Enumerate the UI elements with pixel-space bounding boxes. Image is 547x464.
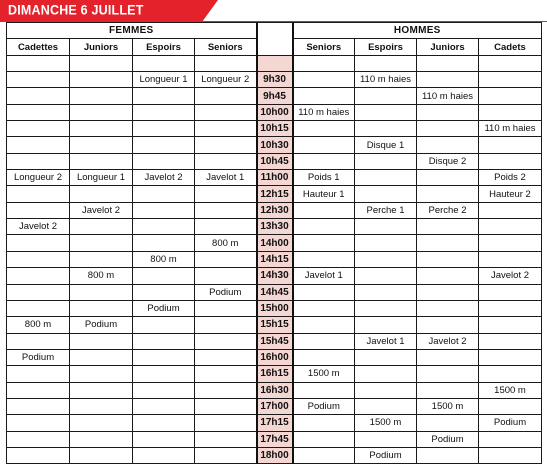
femmes-event-cell xyxy=(133,317,195,333)
hommes-event-cell xyxy=(417,170,479,186)
femmes-event-cell: 800 m xyxy=(7,317,70,333)
hommes-event-cell xyxy=(355,88,417,104)
femmes-event-cell xyxy=(195,300,257,316)
hommes-event-cell xyxy=(355,284,417,300)
day-title: DIMANCHE 6 JUILLET xyxy=(8,2,144,18)
femmes-event-cell: 800 m xyxy=(195,235,257,251)
hommes-event-cell xyxy=(293,88,355,104)
femmes-event-cell xyxy=(133,153,195,169)
hommes-event-cell xyxy=(355,431,417,447)
femmes-event-cell xyxy=(133,186,195,202)
hommes-event-cell xyxy=(293,202,355,218)
hommes-event-cell: Podium xyxy=(355,447,417,463)
femmes-event-cell xyxy=(133,382,195,398)
femmes-event-cell xyxy=(7,251,70,267)
hommes-event-cell xyxy=(355,235,417,251)
femmes-event-cell xyxy=(70,219,133,235)
femmes-event-cell xyxy=(70,349,133,365)
hommes-event-cell xyxy=(417,186,479,202)
hommes-event-cell xyxy=(293,55,355,71)
hommes-event-cell: 110 m haies xyxy=(417,88,479,104)
hommes-event-cell xyxy=(293,137,355,153)
hommes-event-cell xyxy=(479,317,542,333)
hommes-event-cell: Disque 2 xyxy=(417,153,479,169)
femmes-event-cell xyxy=(7,333,70,349)
hommes-event-cell xyxy=(355,366,417,382)
hommes-event-cell xyxy=(479,104,542,120)
hommes-event-cell xyxy=(417,349,479,365)
hommes-event-cell xyxy=(355,219,417,235)
femmes-event-cell xyxy=(70,72,133,88)
time-cell: 15h45 xyxy=(257,333,293,349)
hommes-event-cell xyxy=(293,349,355,365)
hommes-event-cell: 110 m haies xyxy=(355,72,417,88)
femmes-event-cell xyxy=(7,121,70,137)
hommes-event-cell xyxy=(479,398,542,414)
hommes-event-cell xyxy=(417,137,479,153)
hommes-event-cell xyxy=(355,317,417,333)
femmes-event-cell: 800 m xyxy=(133,251,195,267)
femmes-event-cell xyxy=(195,333,257,349)
femmes-event-cell xyxy=(7,88,70,104)
femmes-event-cell xyxy=(7,447,70,463)
hommes-event-cell xyxy=(479,333,542,349)
hommes-event-cell xyxy=(479,300,542,316)
hommes-event-cell: Javelot 1 xyxy=(355,333,417,349)
femmes-event-cell xyxy=(133,219,195,235)
hommes-event-cell xyxy=(293,219,355,235)
col-header-cadettes: Cadettes xyxy=(7,39,70,55)
time-cell: 10h15 xyxy=(257,121,293,137)
time-cell xyxy=(257,55,293,71)
schedule-row xyxy=(7,366,542,382)
femmes-event-cell xyxy=(70,235,133,251)
femmes-event-cell xyxy=(195,382,257,398)
femmes-event-cell xyxy=(70,153,133,169)
hommes-event-cell xyxy=(417,235,479,251)
hommes-event-cell xyxy=(479,349,542,365)
day-banner xyxy=(0,0,547,22)
time-cell: 11h00 xyxy=(257,170,293,186)
femmes-event-cell xyxy=(70,88,133,104)
schedule-row xyxy=(7,202,542,218)
femmes-event-cell: Longueur 1 xyxy=(70,170,133,186)
femmes-event-cell xyxy=(7,186,70,202)
time-cell: 9h30 xyxy=(257,72,293,88)
schedule-row xyxy=(7,349,542,365)
femmes-event-cell xyxy=(7,137,70,153)
femmes-event-cell: Longueur 2 xyxy=(195,72,257,88)
femmes-event-cell xyxy=(133,398,195,414)
time-cell: 16h00 xyxy=(257,349,293,365)
hommes-event-cell: Poids 1 xyxy=(293,170,355,186)
femmes-event-cell xyxy=(7,300,70,316)
hommes-event-cell: 110 m haies xyxy=(479,121,542,137)
hommes-event-cell xyxy=(479,284,542,300)
schedule-row xyxy=(7,72,542,88)
hommes-event-cell xyxy=(417,300,479,316)
hommes-event-cell: Podium xyxy=(293,398,355,414)
hommes-event-cell xyxy=(355,251,417,267)
hommes-event-cell xyxy=(293,300,355,316)
hommes-event-cell xyxy=(355,398,417,414)
femmes-event-cell xyxy=(133,431,195,447)
schedule-row xyxy=(7,300,542,316)
hommes-event-cell xyxy=(479,153,542,169)
schedule-row xyxy=(7,186,542,202)
hommes-event-cell: Perche 1 xyxy=(355,202,417,218)
time-cell: 12h15 xyxy=(257,186,293,202)
hommes-event-cell xyxy=(355,382,417,398)
hommes-event-cell xyxy=(355,300,417,316)
hommes-event-cell xyxy=(479,219,542,235)
hommes-event-cell xyxy=(355,55,417,71)
femmes-event-cell xyxy=(7,415,70,431)
femmes-event-cell xyxy=(195,219,257,235)
col-header-seniors-f: Seniors xyxy=(195,39,257,55)
schedule-row xyxy=(7,415,542,431)
hommes-event-cell xyxy=(293,447,355,463)
femmes-event-cell xyxy=(7,268,70,284)
femmes-event-cell xyxy=(70,104,133,120)
hommes-event-cell xyxy=(479,447,542,463)
femmes-event-cell xyxy=(70,431,133,447)
hommes-event-cell: 1500 m xyxy=(479,382,542,398)
femmes-event-cell xyxy=(195,251,257,267)
femmes-event-cell xyxy=(70,284,133,300)
schedule-row xyxy=(7,88,542,104)
femmes-event-cell xyxy=(70,382,133,398)
femmes-event-cell xyxy=(195,431,257,447)
femmes-event-cell: Longueur 2 xyxy=(7,170,70,186)
femmes-event-cell xyxy=(70,300,133,316)
time-cell: 12h30 xyxy=(257,202,293,218)
hommes-event-cell xyxy=(355,349,417,365)
hommes-event-cell xyxy=(479,72,542,88)
femmes-event-cell xyxy=(7,284,70,300)
femmes-event-cell xyxy=(7,431,70,447)
hommes-event-cell: Javelot 2 xyxy=(479,268,542,284)
hommes-event-cell xyxy=(417,366,479,382)
hommes-event-cell xyxy=(293,153,355,169)
time-cell: 14h15 xyxy=(257,251,293,267)
femmes-event-cell xyxy=(7,153,70,169)
hommes-event-cell xyxy=(355,170,417,186)
time-cell: 17h45 xyxy=(257,431,293,447)
femmes-event-cell xyxy=(7,382,70,398)
femmes-event-cell xyxy=(133,121,195,137)
femmes-event-cell xyxy=(133,235,195,251)
femmes-event-cell xyxy=(195,137,257,153)
schedule-row xyxy=(7,153,542,169)
femmes-event-cell xyxy=(133,415,195,431)
hommes-event-cell xyxy=(355,186,417,202)
hommes-event-cell xyxy=(293,72,355,88)
hommes-event-cell xyxy=(417,121,479,137)
femmes-event-cell xyxy=(195,415,257,431)
time-cell: 16h30 xyxy=(257,382,293,398)
femmes-event-cell xyxy=(70,186,133,202)
schedule-row xyxy=(7,447,542,463)
hommes-event-cell: Disque 1 xyxy=(355,137,417,153)
schedule-row xyxy=(7,398,542,414)
group-hommes: HOMMES xyxy=(293,23,542,39)
group-header-row xyxy=(7,23,542,39)
time-cell: 10h30 xyxy=(257,137,293,153)
group-femmes: FEMMES xyxy=(7,23,257,39)
femmes-event-cell: Javelot 2 xyxy=(70,202,133,218)
femmes-event-cell xyxy=(7,366,70,382)
hommes-event-cell xyxy=(293,284,355,300)
femmes-event-cell xyxy=(133,349,195,365)
hommes-event-cell: 1500 m xyxy=(355,415,417,431)
hommes-event-cell: 110 m haies xyxy=(293,104,355,120)
femmes-event-cell xyxy=(7,398,70,414)
femmes-event-cell xyxy=(195,349,257,365)
hommes-event-cell xyxy=(417,382,479,398)
hommes-event-cell xyxy=(293,333,355,349)
femmes-event-cell: 800 m xyxy=(70,268,133,284)
femmes-event-cell xyxy=(133,137,195,153)
time-cell: 18h00 xyxy=(257,447,293,463)
femmes-event-cell: Javelot 2 xyxy=(133,170,195,186)
femmes-event-cell xyxy=(70,137,133,153)
femmes-event-cell xyxy=(7,202,70,218)
hommes-event-cell xyxy=(293,382,355,398)
hommes-event-cell xyxy=(355,104,417,120)
femmes-event-cell xyxy=(195,121,257,137)
col-header-juniors-f: Juniors xyxy=(70,39,133,55)
femmes-event-cell xyxy=(133,104,195,120)
time-cell: 10h45 xyxy=(257,153,293,169)
hommes-event-cell: 1500 m xyxy=(417,398,479,414)
hommes-event-cell: Podium xyxy=(479,415,542,431)
femmes-event-cell xyxy=(195,202,257,218)
femmes-event-cell xyxy=(70,121,133,137)
femmes-event-cell xyxy=(195,447,257,463)
femmes-event-cell xyxy=(195,153,257,169)
col-header-cadets: Cadets xyxy=(479,39,542,55)
hommes-event-cell: Javelot 2 xyxy=(417,333,479,349)
hommes-event-cell xyxy=(355,268,417,284)
femmes-event-cell xyxy=(70,398,133,414)
time-cell: 15h00 xyxy=(257,300,293,316)
time-cell: 9h45 xyxy=(257,88,293,104)
hommes-event-cell xyxy=(479,55,542,71)
time-cell: 14h45 xyxy=(257,284,293,300)
time-cell: 17h00 xyxy=(257,398,293,414)
femmes-event-cell xyxy=(195,317,257,333)
schedule-row xyxy=(7,219,542,235)
hommes-event-cell xyxy=(293,235,355,251)
femmes-event-cell xyxy=(7,104,70,120)
femmes-event-cell xyxy=(133,55,195,71)
hommes-event-cell xyxy=(293,121,355,137)
schedule-row xyxy=(7,235,542,251)
hommes-event-cell: Hauteur 1 xyxy=(293,186,355,202)
femmes-event-cell xyxy=(7,72,70,88)
hommes-event-cell: Javelot 1 xyxy=(293,268,355,284)
schedule-row xyxy=(7,333,542,349)
hommes-event-cell: Perche 2 xyxy=(417,202,479,218)
hommes-event-cell xyxy=(417,415,479,431)
femmes-event-cell xyxy=(7,55,70,71)
hommes-event-cell: 1500 m xyxy=(293,366,355,382)
schedule-row xyxy=(7,317,542,333)
femmes-event-cell xyxy=(195,366,257,382)
femmes-event-cell: Podium xyxy=(7,349,70,365)
femmes-event-cell xyxy=(70,447,133,463)
femmes-event-cell: Javelot 2 xyxy=(7,219,70,235)
hommes-event-cell xyxy=(479,88,542,104)
col-header-espoirs-h: Espoirs xyxy=(355,39,417,55)
hommes-event-cell xyxy=(293,317,355,333)
schedule-row xyxy=(7,268,542,284)
time-cell: 14h00 xyxy=(257,235,293,251)
femmes-event-cell xyxy=(133,366,195,382)
femmes-event-cell xyxy=(195,398,257,414)
femmes-event-cell xyxy=(133,333,195,349)
femmes-event-cell xyxy=(195,186,257,202)
hommes-event-cell xyxy=(417,447,479,463)
femmes-event-cell xyxy=(195,55,257,71)
hommes-event-cell: Poids 2 xyxy=(479,170,542,186)
femmes-event-cell: Javelot 1 xyxy=(195,170,257,186)
femmes-event-cell xyxy=(133,88,195,104)
femmes-event-cell xyxy=(195,268,257,284)
hommes-event-cell xyxy=(293,251,355,267)
hommes-event-cell xyxy=(417,284,479,300)
femmes-event-cell xyxy=(133,202,195,218)
hommes-event-cell xyxy=(293,415,355,431)
femmes-event-cell xyxy=(70,55,133,71)
schedule-row xyxy=(7,431,542,447)
femmes-event-cell xyxy=(70,333,133,349)
time-cell: 16h15 xyxy=(257,366,293,382)
hommes-event-cell xyxy=(355,153,417,169)
hommes-event-cell xyxy=(417,72,479,88)
hommes-event-cell xyxy=(479,137,542,153)
schedule-table xyxy=(6,22,542,464)
femmes-event-cell xyxy=(195,88,257,104)
hommes-event-cell xyxy=(417,268,479,284)
hommes-event-cell xyxy=(417,317,479,333)
hommes-event-cell xyxy=(479,202,542,218)
schedule-row xyxy=(7,284,542,300)
schedule-row xyxy=(7,104,542,120)
time-cell: 15h15 xyxy=(257,317,293,333)
femmes-event-cell: Longueur 1 xyxy=(133,72,195,88)
femmes-event-cell xyxy=(133,268,195,284)
hommes-event-cell: Hauteur 2 xyxy=(479,186,542,202)
hommes-event-cell xyxy=(355,121,417,137)
time-cell: 14h30 xyxy=(257,268,293,284)
hommes-event-cell xyxy=(417,219,479,235)
hommes-event-cell xyxy=(417,55,479,71)
hommes-event-cell xyxy=(479,235,542,251)
time-column-header xyxy=(257,23,293,56)
schedule-row xyxy=(7,251,542,267)
femmes-event-cell: Podium xyxy=(133,300,195,316)
hommes-event-cell xyxy=(479,251,542,267)
femmes-event-cell xyxy=(70,366,133,382)
hommes-event-cell xyxy=(479,366,542,382)
hommes-event-cell xyxy=(417,104,479,120)
schedule-row xyxy=(7,121,542,137)
femmes-event-cell xyxy=(7,235,70,251)
femmes-event-cell: Podium xyxy=(195,284,257,300)
col-header-seniors-h: Seniors xyxy=(293,39,355,55)
femmes-event-cell xyxy=(70,415,133,431)
femmes-event-cell xyxy=(195,104,257,120)
hommes-event-cell xyxy=(293,431,355,447)
hommes-event-cell xyxy=(417,251,479,267)
hommes-event-cell: Podium xyxy=(417,431,479,447)
schedule-row xyxy=(7,55,542,71)
time-cell: 13h30 xyxy=(257,219,293,235)
hommes-event-cell xyxy=(479,431,542,447)
time-cell: 10h00 xyxy=(257,104,293,120)
time-cell: 17h15 xyxy=(257,415,293,431)
schedule-row xyxy=(7,382,542,398)
femmes-event-cell: Podium xyxy=(70,317,133,333)
schedule-row xyxy=(7,170,542,186)
col-header-espoirs-f: Espoirs xyxy=(133,39,195,55)
femmes-event-cell xyxy=(133,284,195,300)
femmes-event-cell xyxy=(133,447,195,463)
col-header-juniors-h: Juniors xyxy=(417,39,479,55)
femmes-event-cell xyxy=(70,251,133,267)
schedule-row xyxy=(7,137,542,153)
